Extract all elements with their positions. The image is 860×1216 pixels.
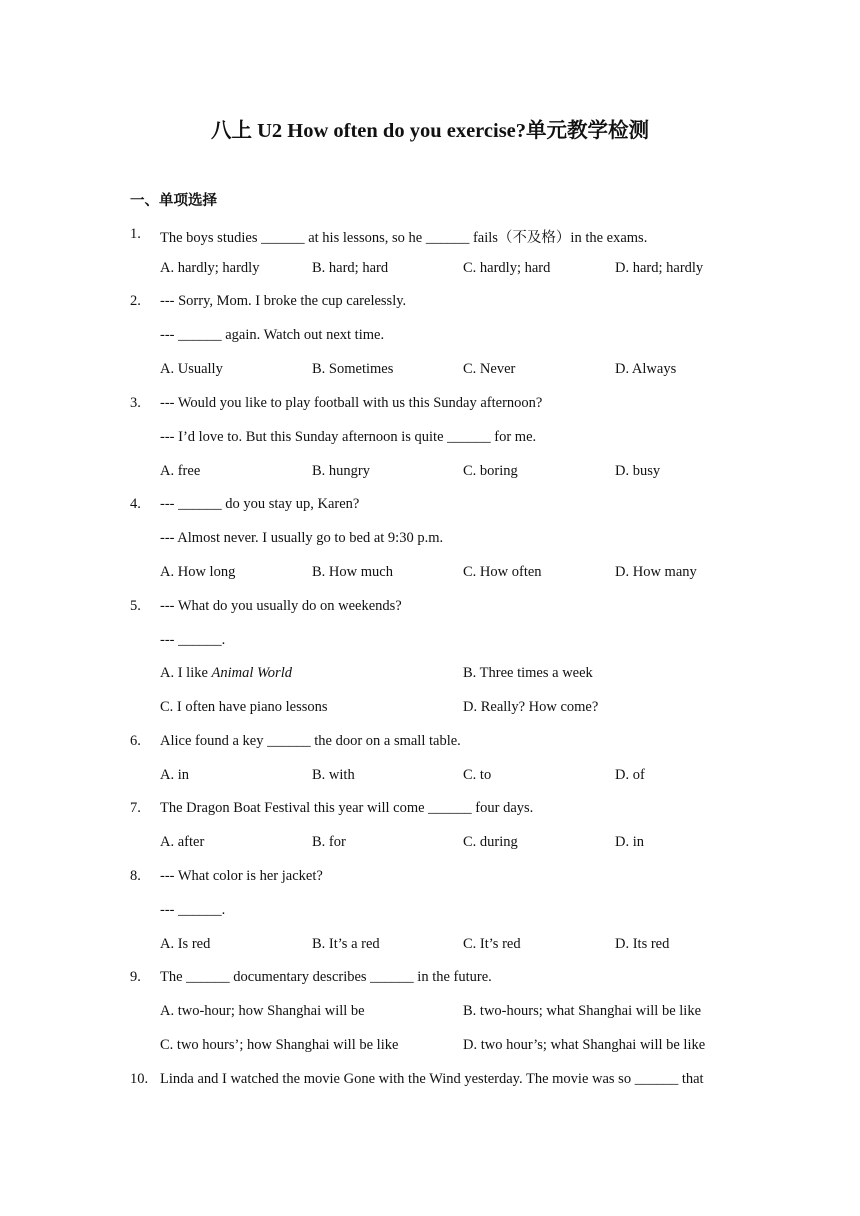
- option-b: B. It’s a red: [312, 936, 380, 952]
- option-b: B. hungry: [312, 463, 370, 479]
- option-a: A. in: [160, 767, 189, 783]
- option-a: A. free: [160, 463, 201, 479]
- question-text: The boys studies ______ at his lessons, so he ______ fails（不及格）in the exams.: [160, 230, 648, 246]
- option-a: A. Usually: [160, 361, 223, 377]
- option-a: A. Is red: [160, 936, 211, 952]
- option-d: D. hard; hardly: [615, 260, 704, 276]
- option-b: B. with: [312, 767, 355, 783]
- question-text: --- Almost never. I usually go to bed at 9:30 p.m.: [160, 530, 444, 546]
- option-b: B. Three times a week: [463, 665, 593, 681]
- question-number: 6.: [130, 733, 141, 749]
- option-a: A. two-hour; how Shanghai will be: [160, 1003, 365, 1019]
- question-number: 4.: [130, 496, 141, 512]
- option-a: A. How long: [160, 564, 236, 580]
- question-number: 8.: [130, 868, 141, 884]
- option-d: D. of: [615, 767, 645, 783]
- option-c: C. I often have piano lessons: [160, 699, 328, 715]
- option-d: D. Its red: [615, 936, 670, 952]
- option-c: C. hardly; hard: [463, 260, 551, 276]
- option-a: [160, 665, 292, 682]
- section-heading: 一、单项选择: [130, 193, 217, 209]
- question-number: 2.: [130, 293, 141, 309]
- option-c: C. Never: [463, 361, 516, 377]
- question-number: 1.: [130, 226, 141, 242]
- option-a-title: Animal World: [211, 665, 292, 681]
- question-text: --- Sorry, Mom. I broke the cup carelessly.: [160, 293, 407, 309]
- question-number: 3.: [130, 395, 141, 411]
- option-c: C. to: [463, 767, 492, 783]
- question-number: 10.: [130, 1071, 149, 1087]
- question-text: --- ______.: [160, 902, 226, 918]
- question-text: Linda and I watched the movie Gone with the Wind yesterday. The movie was so ______ that: [160, 1071, 704, 1087]
- question-text: --- Would you like to play football with us this Sunday afternoon?: [160, 395, 543, 411]
- question-text: --- ______ again. Watch out next time.: [160, 327, 385, 343]
- option-c: C. boring: [463, 463, 518, 479]
- option-b: B. Sometimes: [312, 361, 394, 377]
- option-a: A. after: [160, 834, 205, 850]
- option-d: D. busy: [615, 463, 661, 479]
- option-c: C. during: [463, 834, 518, 850]
- question-text: --- ______.: [160, 632, 226, 648]
- question-text: --- ______ do you stay up, Karen?: [160, 496, 360, 512]
- question-text: --- What do you usually do on weekends?: [160, 598, 402, 614]
- option-b: B. for: [312, 834, 346, 850]
- option-c: C. How often: [463, 564, 542, 580]
- question-number: 9.: [130, 969, 141, 985]
- question-text: The Dragon Boat Festival this year will come ______ four days.: [160, 800, 534, 816]
- option-d: D. Always: [615, 361, 677, 377]
- option-a: A. hardly; hardly: [160, 260, 260, 276]
- option-b: B. two-hours; what Shanghai will be like: [463, 1003, 702, 1019]
- question-number: 5.: [130, 598, 141, 614]
- question-text: --- What color is her jacket?: [160, 868, 323, 884]
- question-text: Alice found a key ______ the door on a small table.: [160, 733, 461, 749]
- question-number: 7.: [130, 800, 141, 816]
- question-text: --- I’d love to. But this Sunday afternoon is quite ______ for me.: [160, 429, 537, 445]
- option-c: C. two hours’; how Shanghai will be like: [160, 1037, 399, 1053]
- option-d: D. in: [615, 834, 644, 850]
- option-b: B. How much: [312, 564, 393, 580]
- option-d: D. two hour’s; what Shanghai will be like: [463, 1037, 706, 1053]
- option-a-text: A. I like: [160, 665, 212, 681]
- page-title: 八上 U2 How often do you exercise?单元教学检测: [210, 120, 650, 142]
- option-d: D. Really? How come?: [463, 699, 599, 715]
- question-text: The ______ documentary describes ______ in the future.: [160, 969, 492, 985]
- option-d: D. How many: [615, 564, 697, 580]
- option-b: B. hard; hard: [312, 260, 389, 276]
- option-c: C. It’s red: [463, 936, 521, 952]
